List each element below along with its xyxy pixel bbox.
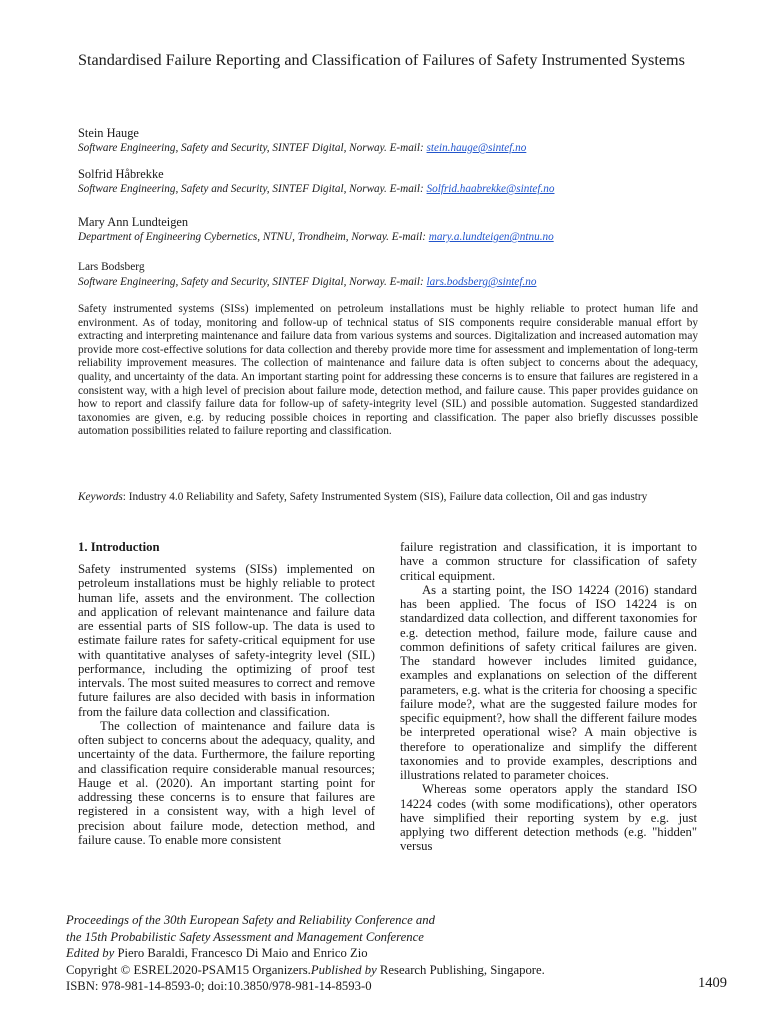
paragraph: The collection of maintenance and failure data is often subject to concerns about the adequacy, quality, and uncertainty of the data. Furthermore, the failure reporting and classification require considerable manual resources; Hauge et al. (2020). An important starting point for addressing these concerns is to ensure that failures are registered in a consistent way, with a high level of precision about failure mode, detection method, and failure cause. To enable more consistent <box>78 718 375 847</box>
author-email-link[interactable]: Solfrid.haabrekke@sintef.no <box>426 183 555 195</box>
footer-line: Proceedings of the 30th European Safety and Reliability Conference and <box>66 913 435 927</box>
affiliation-text: Software Engineering, Safety and Security, SINTEF Digital, Norway. E-mail: <box>78 183 424 195</box>
editors-text: Piero Baraldi, Francesco Di Maio and Enrico Zio <box>114 946 368 961</box>
author-block-1 <box>78 126 708 155</box>
copyright-text: Copyright © ESREL2020-PSAM15 Organizers. <box>66 962 311 977</box>
author-name: Stein Hauge <box>78 126 139 140</box>
abstract: Safety instrumented systems (SISs) implemented on petroleum installations must be highly reliable to protect human life and environment. As of today, monitoring and follow-up of technical status of SIS components require considerable manual effort by extracting and interpreting maintenance and failure data from various systems and sources. Digitalization and increased automation may provide more cost-effective solutions for data collection and thereby provide more time for assessment and implementation of long-term reliability improvement measures. The collection of maintenance and failure data is often subject to concerns about the adequacy, quality, and uncertainty of the data. An important starting point for addressing these concerns is to ensure that failures are registered in a consistent way, with a high level of precision about failure mode, detection method, and failure cause. This paper provides guidance on how to report and classify failure data for follow-up of safety-integrity level (SIL) and possible automation. Suggested standardized taxonomies are given, e.g. by reducing possible choices in reporting and classification. The paper also briefly discusses possible automation possibilities related to failure reporting and classification. <box>78 303 698 438</box>
author-email-link[interactable]: mary.a.lundteigen@ntnu.no <box>428 231 554 243</box>
affiliation-text: Department of Engineering Cybernetics, NTNU, Trondheim, Norway. E-mail: <box>78 231 426 243</box>
paragraph: failure registration and classification, it is important to have a common structure for classification of safety critical equipment. <box>400 540 697 583</box>
keywords <box>78 490 698 505</box>
page-number: 1409 <box>698 975 727 991</box>
paragraph: As a starting point, the ISO 14224 (2016) standard has been applied. The focus of ISO 14224 is on standardized data collection, and different taxonomies for e.g. detection method, failure mode, failure cause and common definitions of safety critical failures are given. The standard however includes limited guidance, examples and explanations on selection of the different parameters, e.g. what is the criteria for choosing a specific failure mode?, what are the suggested failure modes for specific equipment?, how shall the different failure modes be interpreted operational wise? A main objective is therefore to operationalize and simplify the different taxonomies and to provide examples, descriptions and illustrations related to parameter choices. <box>400 582 697 782</box>
author-name: Mary Ann Lundteigen <box>78 215 189 229</box>
author-affiliation <box>78 182 708 196</box>
footer-line: the 15th Probabilistic Safety Assessment and Management Conference <box>66 929 424 944</box>
keywords-label: Keywords <box>78 491 123 503</box>
author-affiliation <box>78 230 708 244</box>
author-affiliation <box>78 141 708 155</box>
author-block-3 <box>78 215 708 244</box>
edited-label: Edited by <box>66 946 115 961</box>
author-name: Lars Bodsberg <box>78 261 145 273</box>
footer-editors <box>66 945 666 962</box>
footer-isbn: ISBN: 978-981-14-8593-0; doi:10.3850/978-981-14-8593-0 <box>66 979 372 994</box>
column-right <box>400 540 697 854</box>
affiliation-text: Software Engineering, Safety and Security, SINTEF Digital, Norway. E-mail: <box>78 276 424 288</box>
keywords-text: : Industry 4.0 Reliability and Safety, Safety Instrumented System (SIS), Failure data collection, Oil and gas industry <box>122 491 648 503</box>
paragraph: Whereas some operators apply the standard ISO 14224 codes (with some modifications), other operators have simplified their reporting system by e.g. just applying two different detection methods (e.g. "hidden" versus <box>400 782 697 854</box>
author-email-link[interactable]: stein.hauge@sintef.no <box>426 142 527 154</box>
published-label: Published by <box>310 962 377 977</box>
author-affiliation <box>78 275 708 289</box>
footer-copyright <box>66 962 666 979</box>
section-heading: 1. Introduction <box>78 540 160 554</box>
author-name: Solfrid Håbrekke <box>78 167 164 181</box>
author-email-link[interactable]: lars.bodsberg@sintef.no <box>426 276 537 288</box>
author-block-4 <box>78 260 708 289</box>
proceedings-footer <box>66 912 666 995</box>
author-block-2 <box>78 167 708 196</box>
paragraph: Safety instrumented systems (SISs) implemented on petroleum installations must be highly reliable to protect human life, assets and the environment. The collection and application of relevant maintenance and failure data are essential parts of SIS follow-up. The data is used to estimate failure rates for safety-critical equipment for use with quantitative analyses of safety-integrity level (SIL) performance, including the optimizing of proof test intervals. The most suited measures to correct and remove future failures are also decided with basis in information from the failure data collection and classification. <box>78 562 375 719</box>
paper-title: Standardised Failure Reporting and Classification of Failures of Safety Instrumented Systems <box>78 51 685 69</box>
publisher-text: Research Publishing, Singapore. <box>376 962 545 977</box>
column-left <box>78 540 375 847</box>
affiliation-text: Software Engineering, Safety and Security, SINTEF Digital, Norway. E-mail: <box>78 142 424 154</box>
